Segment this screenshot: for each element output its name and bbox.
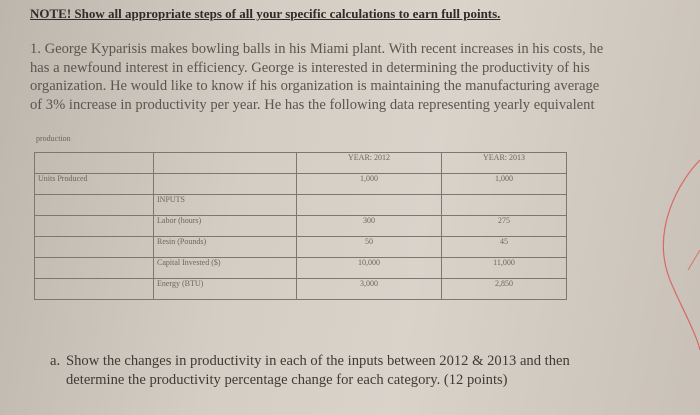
empty-cell	[297, 195, 442, 216]
table-row-units	[35, 174, 567, 195]
empty-cell	[35, 216, 154, 237]
data-table	[34, 152, 567, 300]
value-2013: 11,000	[442, 258, 567, 279]
value-2012: 50	[297, 237, 442, 258]
units-2013: 1,000	[442, 174, 567, 195]
problem-line: 1. George Kyparisis makes bowling balls in his Miami plant. With recent increases in his costs, he	[30, 41, 604, 57]
value-2013: 45	[442, 237, 567, 258]
table-row	[35, 237, 567, 258]
empty-cell	[35, 258, 154, 279]
value-2013: 275	[442, 216, 567, 237]
header-cell	[35, 153, 154, 174]
table-row	[35, 279, 567, 300]
question-letter: a.	[50, 353, 61, 369]
production-label: production	[36, 134, 71, 143]
empty-cell	[154, 174, 297, 195]
table-header-row	[35, 153, 567, 174]
value-2012: 300	[297, 216, 442, 237]
problem-line: of 3% increase in productivity per year. He has the following data representing yearly equivalent	[30, 96, 595, 113]
problem-line: has a newfound interest in efficiency. George is interested in determining the productivity of his	[30, 59, 590, 76]
problem-statement	[30, 40, 685, 114]
question-a	[50, 352, 686, 390]
red-pen-mark	[640, 120, 700, 380]
header-year-2013: YEAR: 2013	[442, 153, 567, 174]
input-label: Resin (Pounds)	[154, 237, 297, 258]
problem-line: organization. He would like to know if his organization is maintaining the manufacturing average	[30, 78, 600, 94]
header-year-2012: YEAR: 2012	[297, 153, 442, 174]
table-row	[35, 258, 567, 279]
empty-cell	[35, 237, 154, 258]
table-row	[35, 216, 567, 237]
header-cell	[154, 153, 297, 174]
input-label: Energy (BTU)	[154, 279, 297, 300]
table-row-inputs	[35, 195, 567, 216]
empty-cell	[442, 195, 567, 216]
units-2012: 1,000	[297, 174, 442, 195]
instruction-note: NOTE! Show all appropriate steps of all your specific calculations to earn full points.	[30, 6, 501, 21]
question-line: determine the productivity percentage change for each category. (12 points)	[66, 372, 508, 388]
value-2012: 3,000	[297, 279, 442, 300]
empty-cell	[35, 279, 154, 300]
input-label: Labor (hours)	[154, 216, 297, 237]
value-2012: 10,000	[297, 258, 442, 279]
value-2013: 2,850	[442, 279, 567, 300]
units-produced-label: Units Produced	[35, 174, 154, 195]
input-label: Capital Invested ($)	[154, 258, 297, 279]
question-line: Show the changes in productivity in each of the inputs between 2012 & 2013 and then	[66, 353, 570, 369]
empty-cell	[35, 195, 154, 216]
inputs-label: INPUTS	[154, 195, 297, 216]
